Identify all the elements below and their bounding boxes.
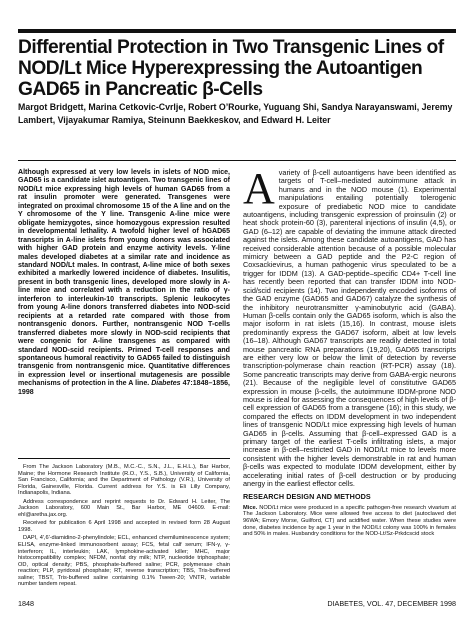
abstract-text: Although expressed at very low levels in islets of NOD mice, GAD65 is a candidate islet autoantigen. Two transgenic lines of NOD/Lt mice expressing high levels of human GAD65 from a rat insulin promoter were generated. Transgenes were integrated on proximal chromosome 15 of the A line and on the Y chromosome of the Y line. Transgenic A-line mice were obligate hemizygotes, since homozygous expression resulted in developmental lethality. A twofold higher level of hGAD65 transcripts in A-line islets from young donors was associated with higher GAD protein and enzyme activity levels. Y-line males developed diabetes at a similar rate and incidence as standard NOD/Lt males. In contrast, A-line mice of both sexes exhibited a markedly lowered incidence of diabetes. Insulitis, present in both transgenic lines, developed more slowly in A-line mice and correlated with a reduction in the ratio of γ-interferon to interleukin-10 transcripts. Splenic leukocytes from young A-line donors transferred diabetes into NOD-scid recipients at a retarded rate compared with those from nontransgenic donors. Further, nontransgenic NOD T-cells transferred diabetes more slowly in NOD-scid recipients that were congenic for A-line transgenes as compared with standard NOD-scid recipients. Primed T-cell responses and spontaneous humoral reactivity to GAD65 failed to distinguish transgenic from nontransgenic mice. Quantitative differences in expression level or insertional mutagenesis are possible mechanisms of protection in the A line. bbox=[18, 169, 230, 388]
methods-text: NOD/Lt mice were produced in a specific pathogen-free research vivarium at The Jackson Laboratory. Mice were allowed free access to diet (autoclaved diet 96WA; Emory Morse, Guilford, CT) and acidified water. When these studies were done, diabetes incidence by age 1 year in the NOD/Lt colony was 100% in females and 50% in males. Husbandry conditions for the NOD-Lt/Sz-Prkdcscid stock bbox=[243, 504, 456, 538]
footnote-abbreviations: DAPI, 4′,6′-diamidino-2-phenylindole; ECL, enhanced chemiluminescence system; ELISA, enzyme-linked immunosorbent assay; FCS, fetal calf serum; IFN-γ, γ-interferon; IL, interleukin; LAK, lymphokine-activated killer; MHC, major histocompatibility complex; NFDM, nonfat dry milk; NTP, nucleotide triphosphate; OD, optical density; PBS, phosphate-buffered saline; PCR, polymerase chain reaction; PLP, pyridoxal phosphate; RT, reverse transcription; TBS, Tris-buffered saline; TBST, Tris-buffered saline containing 0.1% Tween-20; VNTR, variable number tandem repeat. bbox=[18, 535, 230, 588]
methods-paragraph bbox=[243, 505, 456, 538]
abstract-citation-details: 47:1848–1856, 1998 bbox=[18, 380, 230, 396]
footnote-received: Received for publication 6 April 1998 and accepted in revised form 28 August 1998. bbox=[18, 520, 230, 533]
footnote-divider bbox=[18, 458, 230, 459]
intro-paragraph: variety of β-cell autoantigens have been identified as targets of T-cell–mediated autoimmune attack in humans and in the NOD mouse (1). Experimental manipulations entailing potentially tolerogenic exposure of prediabetic NOD mice to candidate autoantigens, including transgenic expression of proinsulin (2) or heat shock protein-60 (3), parenteral injections of insulin (4,5), or GAD (6–12) are capable of deviating the immune attack directed against the islets. Among these candidate autoantigens, GAD has received considerable attention because of a possible molecular mimicry between a GAD peptide and the P2-C region of Coxsackievirus, a human pathogenic virus speculated to be a trigger for IDDM (13). A GAD-peptide–specific CD4+ T-cell line has recently been reported that can transfer IDDM into NOD-scid/scid recipients (14). Two independently encoded isoforms of the GAD enzyme (GAD65 and GAD67) catalyze the synthesis of the inhibitory neurotransmitter γ-aminobutyric acid (GABA). Human β-cells contain only the GAD65 isoform, which is also the major isoform in rat islets (15,16). In contrast, mouse islets predominantly express the GAD67 isoform, albeit at low levels (16–18). Although GAD67 transcripts are readily detected in total mouse pancreatic RNA preparations (19,20), GAD65 transcripts are either very low or below the limit of detection by reverse transcription-polymerase chain reaction (RT-PCR) assay (18). Some pancreatic transcripts may derive from GABA-ergic neurons (21). Because of the negligible level of constitutive GAD65 expression in mouse β-cells, the autoimmune IDDM-prone NOD mouse is ideal for assessing the consequences of high levels of β-cell expression of GAD65 from a transgene (16); in this study, we compared the effects on IDDM development in two independent lines of transgenic NOD/Lt mice expressing high levels of human GAD65 in β-cells. Assuming that β-cell–expressed GAD is a primary target of the earliest T-cells infiltrating islets, a major increase in β-cell–restricted GAD in NOD/Lt mice to levels more consistent with the higher levels demonstrable in rat and human β-cells was expected to modulate IDDM development, either by accelerating initial rates of β-cell destruction or by producing anergy in the earliest effector cells. bbox=[243, 168, 456, 489]
article-title: Differential Protection in Two Transgenic Lines of NOD/Lt Mice Hyperexpressing the Autoantigen GAD65 in Pancreatic β-Cells bbox=[18, 37, 444, 100]
author-list: Margot Bridgett, Marina Cetkovic-Cvrlje, Robert O’Rourke, Yuguang Shi, Sandya Narayanswami, Jeremy Lambert, Vijayakumar Ramiya, Steinunn Baekkeskov, and Edward H. Leiter bbox=[18, 102, 453, 125]
abstract-citation-journal: Diabetes bbox=[151, 380, 181, 388]
methods-lead: Mice. bbox=[243, 504, 258, 511]
drop-cap: A bbox=[243, 164, 275, 213]
page-number: 1848 bbox=[18, 599, 34, 608]
footnotes bbox=[18, 464, 230, 590]
section-heading: RESEARCH DESIGN AND METHODS bbox=[243, 492, 371, 502]
top-rule bbox=[18, 29, 456, 33]
journal-footer: DIABETES, VOL. 47, DECEMBER 1998 bbox=[327, 599, 456, 608]
footnote-correspondence: Address correspondence and reprint requests to Dr. Edward H. Leiter, The Jackson Laboratory, 600 Main St., Bar Harbor, ME 04609. E-mail: ehl@aretha.jax.org. bbox=[18, 498, 230, 518]
footnote-affiliation: From The Jackson Laboratory (M.B., M.C.-C., S.N., J.L., E.H.L.), Bar Harbor, Maine; the Hormone Research Institute (R.O., Y.S., S.B.), University of California, San Francisco, California; and the Department of Pathology (V.R.), University of Florida, Gainesville, Florida. Current address for Y.S. is Eli Lilly Company, Indianapolis, Indiana. bbox=[18, 464, 230, 497]
body-column bbox=[243, 164, 456, 538]
abstract bbox=[18, 169, 230, 397]
header-divider bbox=[18, 160, 456, 161]
